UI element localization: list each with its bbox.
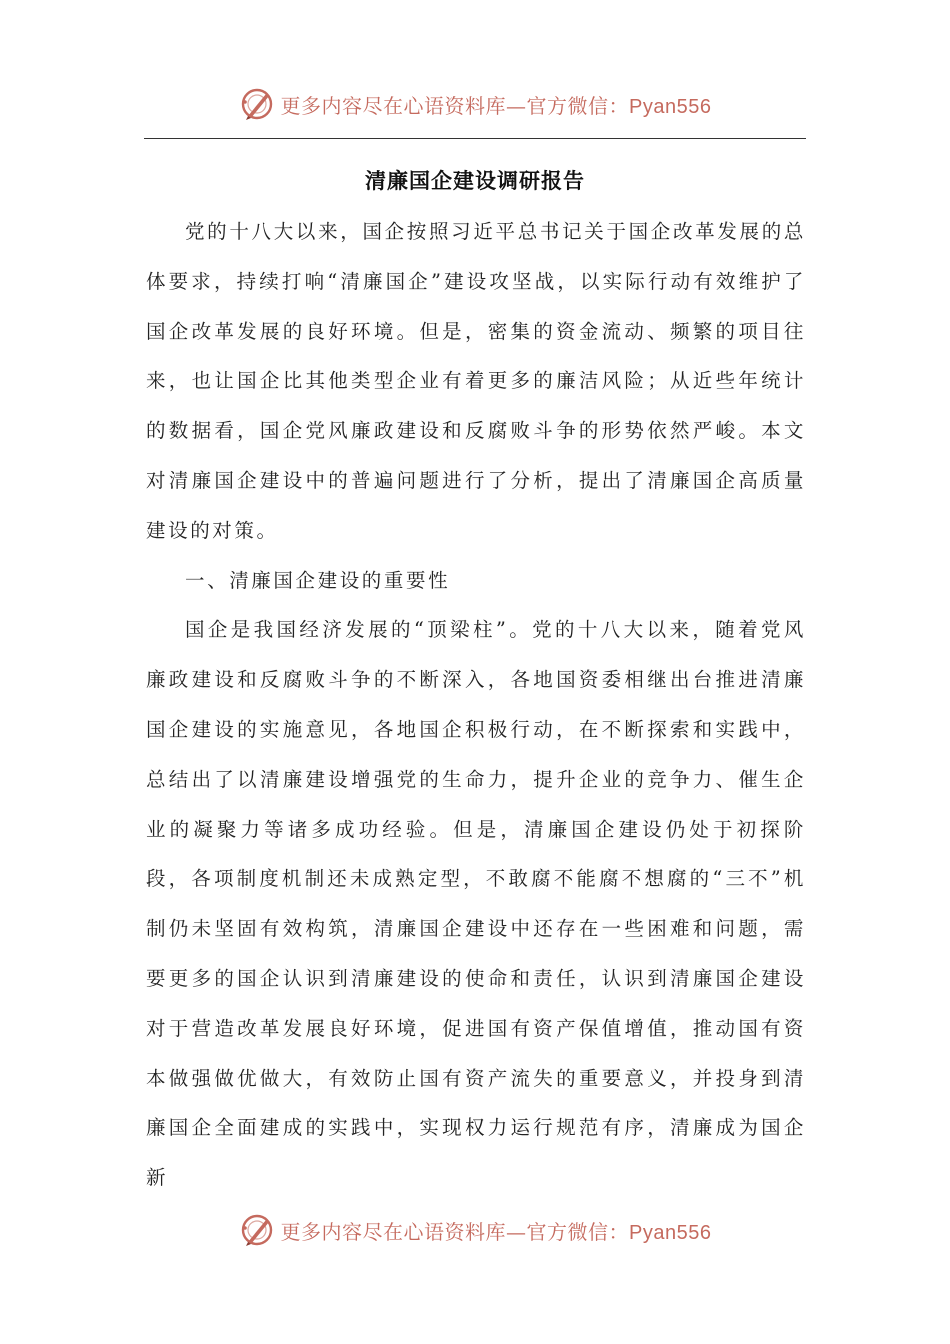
pen-circle-logo-icon	[239, 86, 275, 122]
pen-circle-logo-icon	[239, 1212, 275, 1248]
paragraph-intro: 党的十八大以来，国企按照习近平总书记关于国企改革发展的总体要求，持续打响“清廉国企”建设攻坚战，以实际行动有效维护了国企改革发展的良好环境。但是，密集的资金流动、频繁的项目往来，也让国企比其他类型企业有着更多的廉洁风险；从近些年统计的数据看，国企党风廉政建设和反腐败斗争的形势依然严峻。本文对清廉国企建设中的普遍问题进行了分析，提出了清廉国企高质量建设的对策。	[146, 220, 806, 542]
paragraph-importance: 国企是我国经济发展的“顶梁柱”。党的十八大以来，随着党风廉政建设和反腐败斗争的不断深入，各地国资委相继出台推进清廉国企建设的实施意见，各地国企积极行动，在不断探索和实践中，总结出了以清廉建设增强党的生命力，提升企业的竞争力、催生企业的凝聚力等诸多成功经验。但是，清廉国企建设仍处于初探阶段，各项制度机制还未成熟定型，不敢腐不能腐不想腐的“三不”机制仍未坚固有效构筑，清廉国企建设中还存在一些困难和问题，需要更多的国企认识到清廉建设的使命和责任，认识到清廉国企建设对于营造改革发展良好环境，促进国有资产保值增值，推动国有资本做强做优做大，有效防止国有资产流失的重要意义，并投身到清廉国企全面建成的实践中，实现权力运行规范有序，清廉成为国企新	[146, 618, 806, 1190]
document-body	[146, 207, 806, 1203]
header-watermark-banner	[0, 82, 950, 126]
document-title: 清廉国企建设调研报告	[365, 169, 585, 193]
header-divider	[144, 138, 806, 139]
header-banner-text: 更多内容尽在心语资料库—官方微信：Pyan556	[280, 93, 712, 118]
footer-banner-text: 更多内容尽在心语资料库—官方微信：Pyan556	[280, 1219, 712, 1244]
section-heading-importance: 一、清廉国企建设的重要性	[185, 568, 451, 592]
footer-watermark-banner	[0, 1208, 950, 1252]
